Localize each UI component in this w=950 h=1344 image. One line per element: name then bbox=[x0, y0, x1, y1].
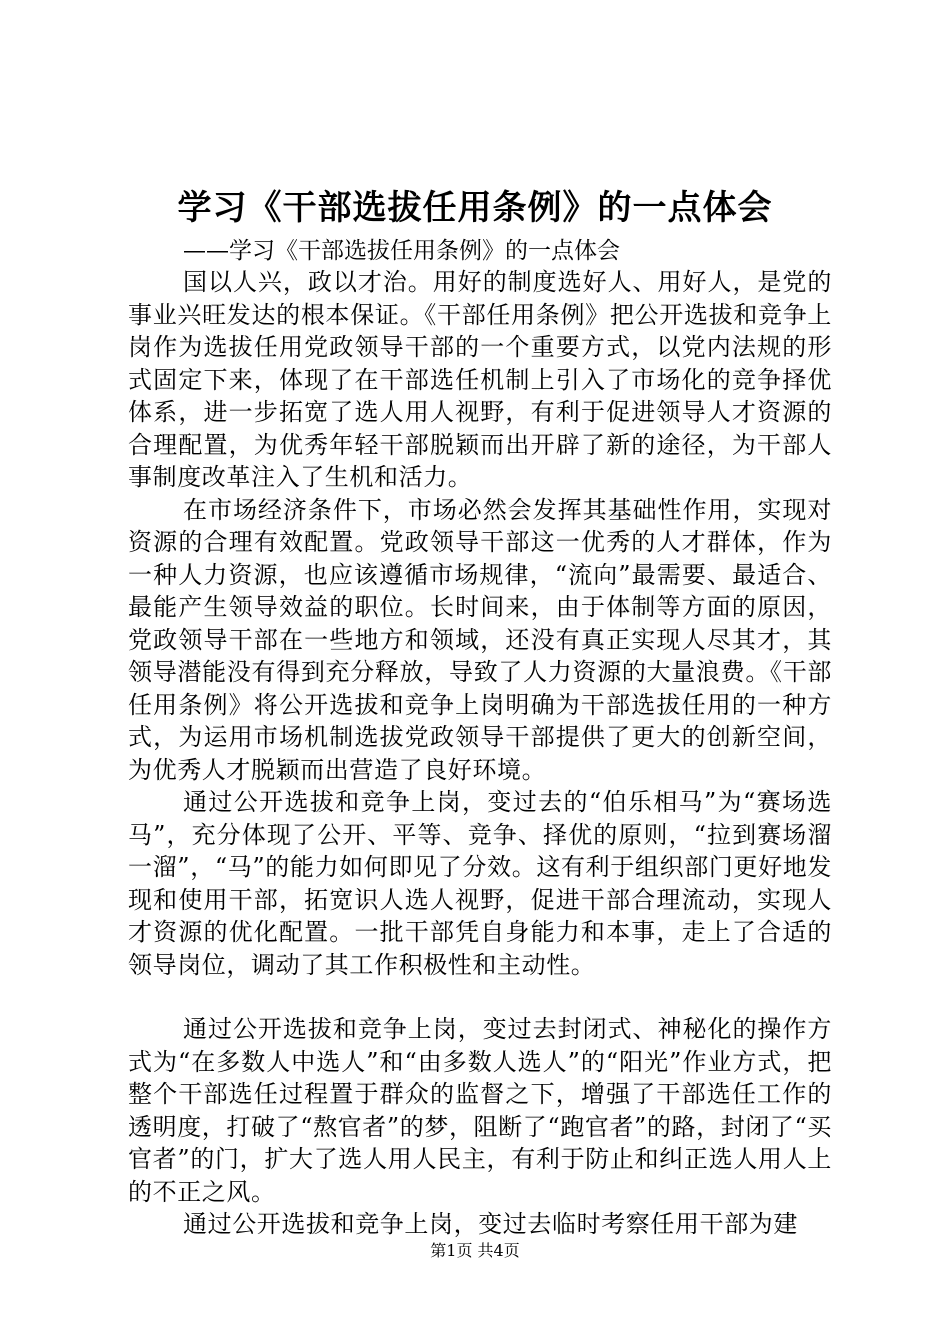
document-subtitle: ——学习《干部选拔任用条例》的一点体会 bbox=[183, 238, 620, 264]
page-number-footer: 第1页 共4页 bbox=[430, 1241, 520, 1260]
paragraph-1: 国以人兴，政以才治。用好的制度选好人、用好人，是党的事业兴旺发达的根本保证。《干部任用条例》把公开选拔和竞争上岗作为选拔任用党政领导干部的一个重要方式，以党内法规的形式固定下来，体现了在干部选任机制上引入了市场化的竞争择优体系，进一步拓宽了选人用人视野，有利于促进领导人才资源的合理配置，为优秀年轻干部脱颖而出开辟了新的途径，为干部人事制度改革注入了生机和活力。 bbox=[128, 268, 832, 491]
document-title: 学习《干部选拔任用条例》的一点体会 bbox=[177, 188, 773, 228]
paragraph-5: 通过公开选拔和竞争上岗，变过去临时考察任用干部为建 bbox=[183, 1210, 798, 1238]
document-body bbox=[128, 266, 832, 1241]
paragraph-3: 通过公开选拔和竞争上岗，变过去的“伯乐相马”为“赛场选马”，充分体现了公开、平等、竞争、择优的原则，“拉到赛场溜一溜”，“马”的能力如何即见了分效。这有利于组织部门更好地发现和使用干部，拓宽识人选人视野，促进干部合理流动，实现人才资源的优化配置。一批干部凭自身能力和本事，走上了合适的领导岗位，调动了其工作积极性和主动性。 bbox=[128, 788, 832, 979]
paragraph-2: 在市场经济条件下，市场必然会发挥其基础性作用，实现对资源的合理有效配置。党政领导干部这一优秀的人才群体，作为一种人力资源，也应该遵循市场规律，“流向”最需要、最适合、最能产生领导效益的职位。长时间来，由于体制等方面的原因，党政领导干部在一些地方和领域，还没有真正实现人尽其才，其领导潜能没有得到充分释放，导致了人力资源的大量浪费。《干部任用条例》将公开选拔和竞争上岗明确为干部选拔任用的一种方式，为运用市场机制选拔党政领导干部提供了更大的创新空间，为优秀人才脱颖而出营造了良好环境。 bbox=[128, 495, 832, 784]
paragraph-4: 通过公开选拔和竞争上岗，变过去封闭式、神秘化的操作方式为“在多数人中选人”和“由多数人选人”的“阳光”作业方式，把整个干部选任过程置于群众的监督之下，增强了干部选任工作的透明度，打破了“熬官者”的梦，阻断了“跑官者”的路，封闭了“买官者”的门，扩大了选人用人民主，有利于防止和纠正选人用人上的不正之风。 bbox=[128, 1015, 832, 1206]
